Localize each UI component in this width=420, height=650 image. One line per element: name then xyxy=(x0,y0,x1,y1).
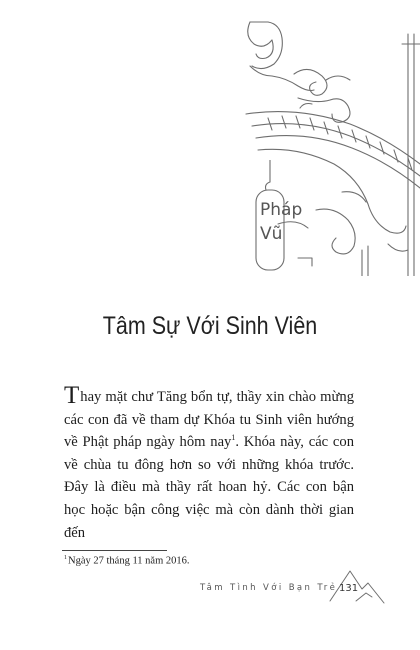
running-head: Tâm Tình Với Bạn Trẻ xyxy=(200,583,338,593)
drop-cap: T xyxy=(64,382,80,409)
footnote-divider xyxy=(62,550,167,551)
chapter-title: Tâm Sự Với Sinh Viên xyxy=(102,312,318,340)
paragraph-text-continued: . Khóa này, các con về chùa tu đông hơn so với những khóa trước. Đây là điều mà thầy rất hoan hỷ. Các con bận học hoặc bận công việc mà còn dành thời gian đến xyxy=(64,434,354,541)
seal-char: Pháp xyxy=(260,200,303,220)
body-paragraph xyxy=(64,382,354,544)
page-number: 131 xyxy=(339,583,359,594)
footnote-marker: 1 xyxy=(64,555,67,561)
seal-char: Vũ xyxy=(260,224,283,244)
paragraph-text: hay mặt chư Tăng bổn tự, thầy xin chào mừng các con đã về tham dự Khóa tu Sinh viên hướng về Phật pháp ngày hôm nay xyxy=(64,389,354,451)
footnote-reference: 1 xyxy=(231,433,236,443)
footnote-text: Ngày 27 tháng 11 năm 2016. xyxy=(68,555,190,567)
seal-text xyxy=(260,198,303,246)
footnote xyxy=(64,555,190,567)
seal-stamp xyxy=(250,160,303,272)
